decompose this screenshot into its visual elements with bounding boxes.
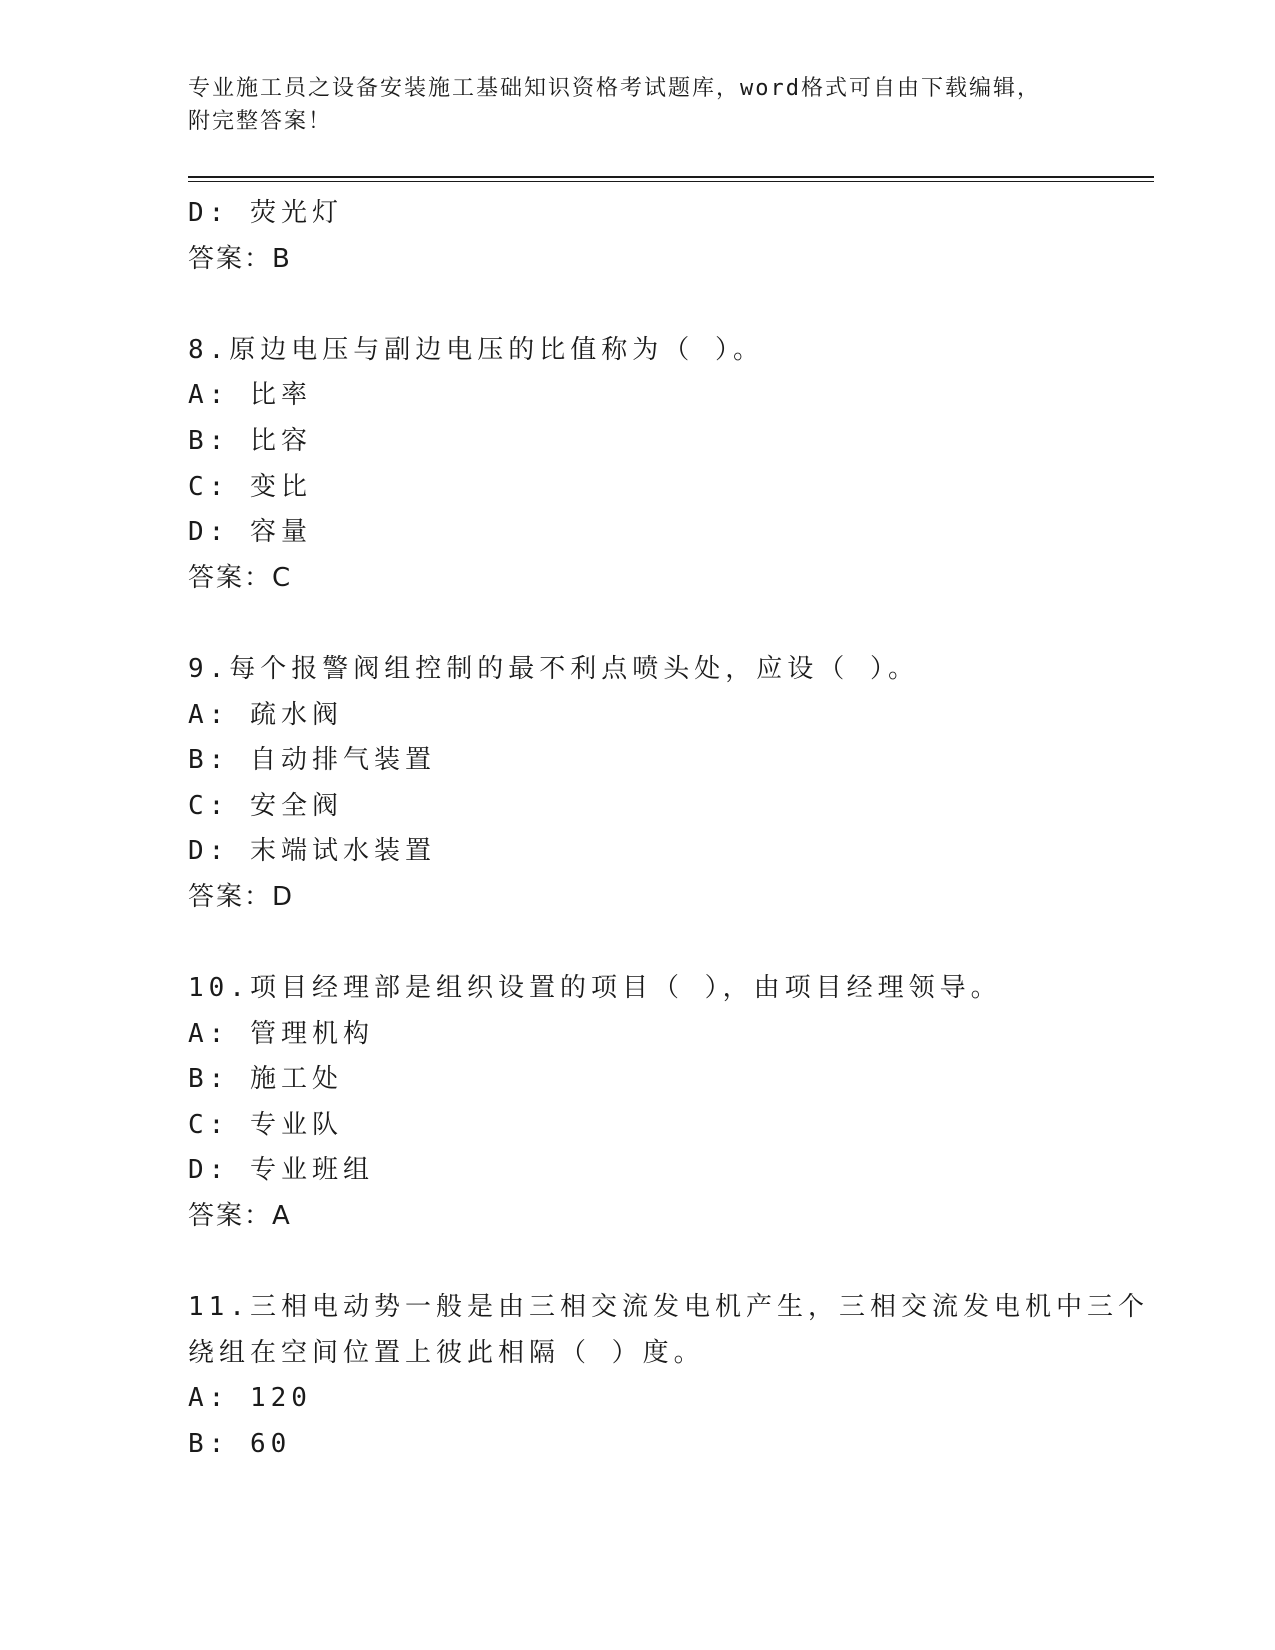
spacer (188, 921, 1148, 967)
option-d: D: 专业班组 (188, 1155, 374, 1186)
header-line-2: 附完整答案！ (188, 109, 333, 134)
option-a: A: 120 (188, 1383, 312, 1414)
question-stem: 10.项目经理部是组织设置的项目（ ），由项目经理领导。 (188, 973, 1002, 1004)
option-c: C: 变比 (188, 471, 312, 502)
option-d: D: 荧光灯 (188, 198, 343, 228)
answer-line: 答案：A (188, 1201, 292, 1232)
header-divider (188, 176, 1154, 178)
spacer (188, 1240, 1148, 1286)
question-list (188, 191, 1148, 1468)
answer-line: 答案：B (188, 243, 292, 274)
option-b: B: 比容 (188, 425, 312, 456)
page-header (188, 72, 1088, 138)
option-d: D: 容量 (188, 517, 312, 548)
option-c: C: 专业队 (188, 1109, 343, 1140)
question-stem: 9.每个报警阀组控制的最不利点喷头处，应设（ ）。 (188, 653, 919, 684)
option-b: B: 施工处 (188, 1064, 343, 1095)
header-line-1: 专业施工员之设备安装施工基础知识资格考试题库，word格式可自由下载编辑， (188, 76, 1041, 101)
option-b: B: 60 (188, 1429, 292, 1460)
spacer (188, 282, 1148, 328)
question-stem: 8.原边电压与副边电压的比值称为（ ）。 (188, 334, 764, 365)
answer-line: 答案：D (188, 881, 295, 912)
question-9 (188, 647, 1148, 921)
question-stem-continued: 绕组在空间位置上彼此相隔（ ）度。 (188, 1337, 705, 1368)
question-10 (188, 966, 1148, 1240)
option-a: A: 疏水阀 (188, 699, 343, 730)
option-a: A: 管理机构 (188, 1018, 374, 1049)
option-b: B: 自动排气装置 (188, 745, 436, 776)
question-7-tail (188, 191, 1148, 282)
header-divider-thin (188, 181, 1154, 182)
question-stem: 11.三相电动势一般是由三相交流发电机产生，三相交流发电机中三个 (188, 1292, 1149, 1323)
spacer (188, 601, 1148, 647)
option-a: A: 比率 (188, 380, 312, 411)
question-8 (188, 328, 1148, 602)
answer-line: 答案：C (188, 562, 293, 593)
option-c: C: 安全阀 (188, 790, 343, 821)
question-11 (188, 1285, 1148, 1467)
option-d: D: 末端试水装置 (188, 836, 436, 867)
